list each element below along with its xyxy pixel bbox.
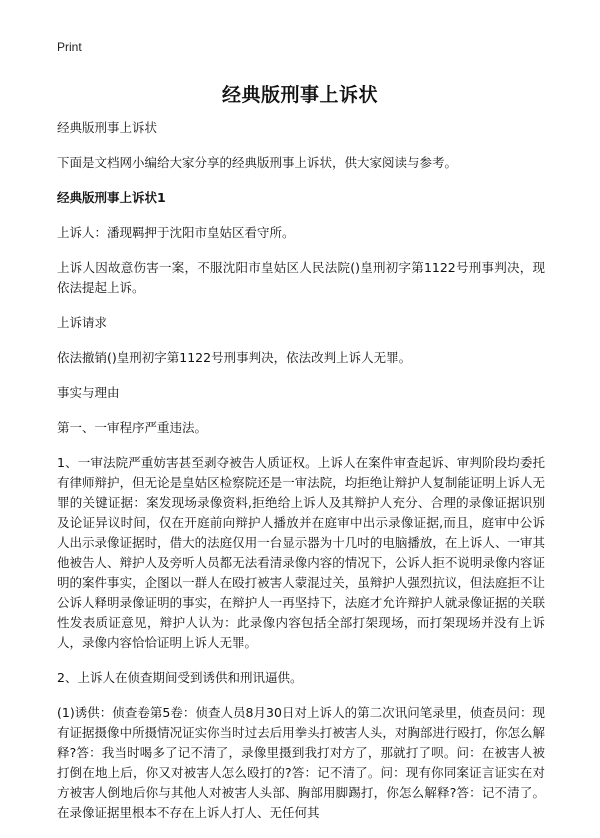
paragraph: 事实与理由 [57, 385, 120, 400]
paragraph: 下面是文档网小编给大家分享的经典版刑事上诉状，供大家阅读与参考。 [57, 155, 458, 170]
paragraph: 2、上诉人在侦查期间受到诱供和刑讯逼供。 [57, 670, 303, 685]
paragraph: 上诉人因故意伤害一案，不服沈阳市皇姑区人民法院()皇刑初字第1122号刑事判决，现依法提起上诉。 [57, 260, 545, 295]
paragraph: 经典版刑事上诉状 [57, 120, 158, 135]
paragraph: 经典版刑事上诉状1 [57, 190, 166, 205]
paragraph: 第一、一审程序严重违法。 [57, 420, 208, 435]
print-label: Print [57, 40, 82, 54]
document-body [57, 118, 545, 838]
document-title: 经典版刑事上诉状 [221, 84, 378, 106]
paragraph: 1、一审法院严重妨害甚至剥夺被告人质证权。上诉人在案件审查起诉、审判阶段均委托有律师辩护，但无论是皇姑区检察院还是一审法院，均拒绝让辩护人复制能证明上诉人无罪的关键证据：案发现场录像资料,拒绝给上诉人及其辩护人充分、合理的录像证据识别及论证异议时间，仅在开庭前向辩护人播放并在庭审中出示录像证据,而且，庭审中公诉人出示录像证据时，借大的法庭仅用一台显示器为十几吋的电脑播放，在上诉人、一审其他被告人、辩护人及旁听人员都无法看清录像内容的情况下，公诉人拒不说明录像内容证明的案件事实，企图以一群人在殴打被害人蒙混过关，虽辩护人强烈抗议，但法庭拒不让公诉人释明录像证明的事实，在辩护人一再坚持下，法庭才允许辩护人就录像证据的关联性发表质证意见，辩护人认为：此录像内容包括全部打架现场，而打架现场并没有上诉人，录像内容恰恰证明上诉人无罪。 [57, 455, 545, 650]
paragraph: 依法撤销()皇刑初字第1122号刑事判决，依法改判上诉人无罪。 [57, 350, 412, 365]
paragraph: (1)诱供：侦查卷第5卷：侦查人员8月30日对上诉人的第二次讯问笔录里，侦查员问：现有证据摄像中所摄情况证实你当时过去后用拳头打被害人头，对胸部进行殴打，你怎么解释?答：我当时喝多了记不清了，录像里摄到我打对方了，那就打了呗。问：在被害人被打倒在地上后，你又对被害人怎么殴打的?答：记不清了。问：现有你同案证言证实在对方被害人倒地后你与其他人对被害人头部、胸部用脚踢打，你怎么解释?答：记不清了。在录像证据里根本不存在上诉人打人、无任何其 [57, 705, 545, 820]
paragraph: 上诉请求 [57, 315, 108, 330]
paragraph: 上诉人：潘现羁押于沈阳市皇姑区看守所。 [57, 225, 295, 240]
